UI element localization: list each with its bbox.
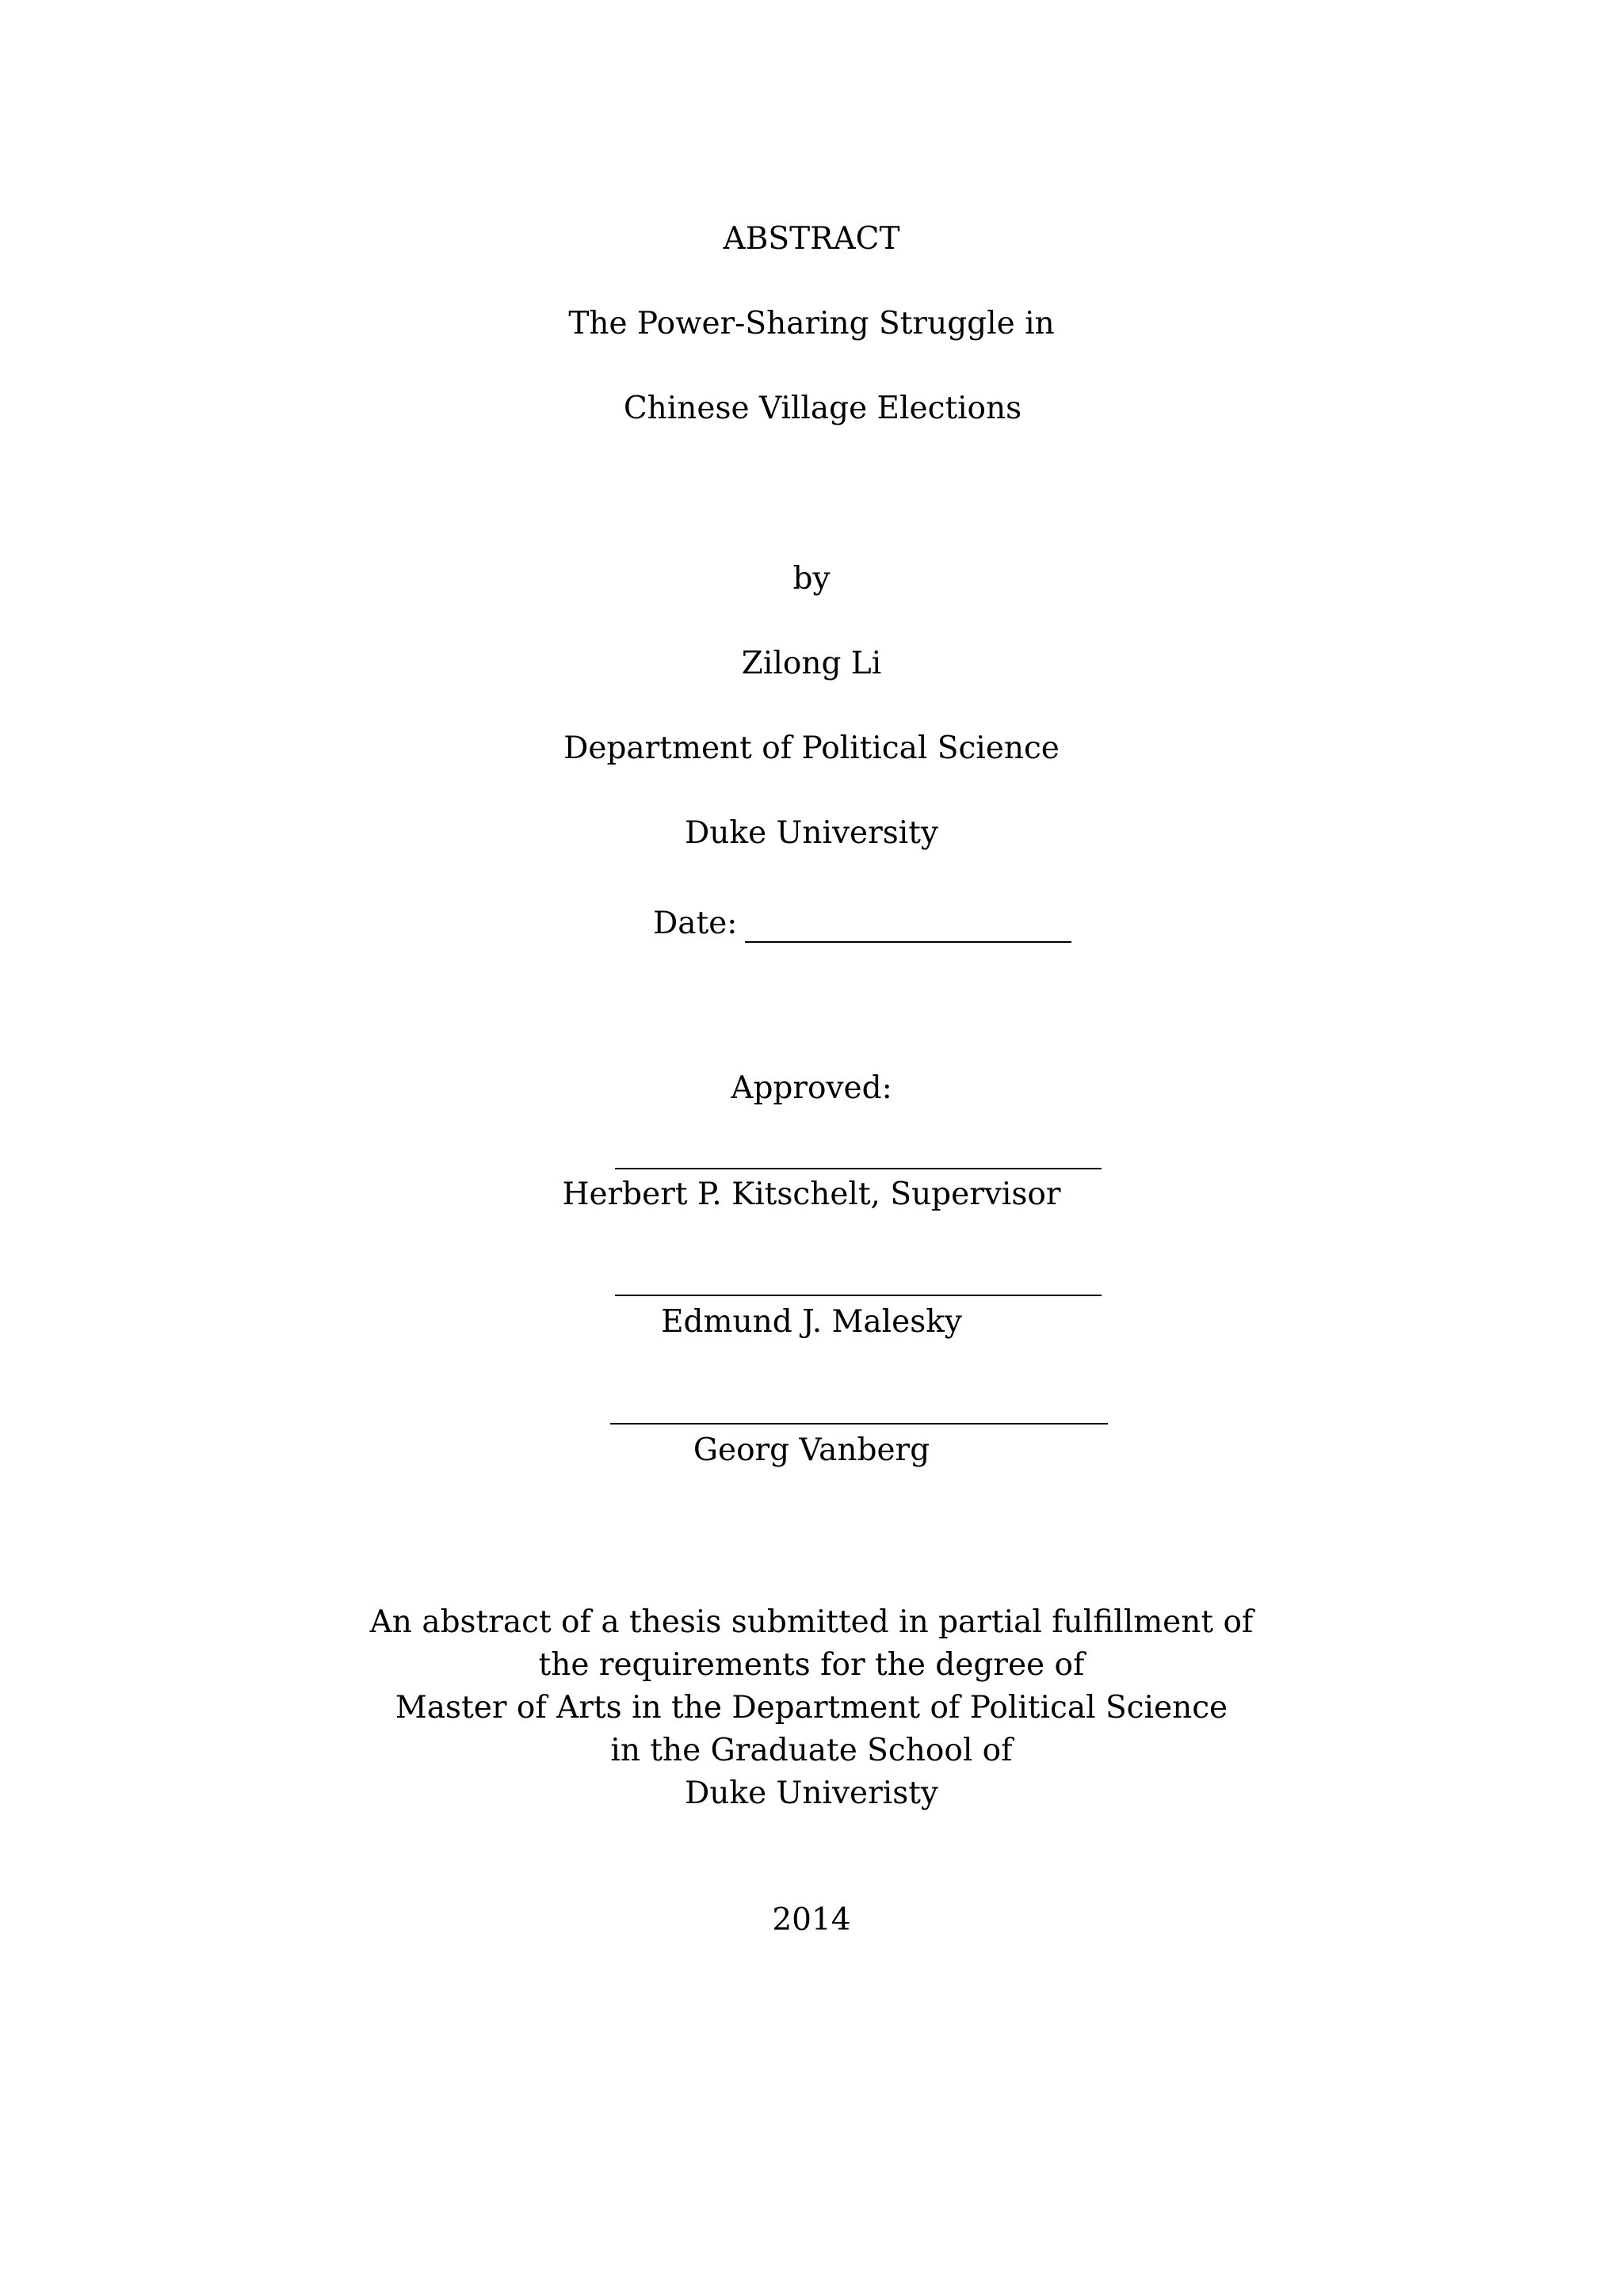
date-row: [653, 903, 1071, 943]
year: 2014: [772, 1902, 851, 1938]
page-heading: ABSTRACT: [723, 221, 900, 257]
statement-line: An abstract of a thesis submitted in partial fulfillment of: [369, 1604, 1254, 1640]
signature-line-member-3: [610, 1423, 1108, 1425]
author-name: Zilong Li: [741, 646, 882, 681]
statement-line: Master of Arts in the Department of Political Science: [395, 1690, 1228, 1726]
statement-line: Duke Univeristy: [685, 1775, 938, 1811]
signature-line-supervisor: [615, 1168, 1102, 1169]
committee-member-3: Georg Vanberg: [693, 1432, 930, 1468]
thesis-title-line-2: Chinese Village Elections: [623, 391, 1022, 426]
signature-line-member-2: [615, 1295, 1102, 1296]
date-blank-line: [745, 911, 1071, 943]
statement-line: the requirements for the degree of: [538, 1647, 1085, 1683]
statement-line: in the Graduate School of: [610, 1733, 1013, 1768]
university-name: Duke University: [685, 815, 938, 851]
by-label: by: [792, 561, 831, 597]
approved-label: Approved:: [731, 1070, 892, 1106]
committee-member-2: Edmund J. Malesky: [661, 1304, 962, 1340]
department-name: Department of Political Science: [563, 730, 1060, 766]
committee-member-supervisor: Herbert P. Kitschelt, Supervisor: [562, 1177, 1061, 1212]
thesis-title-line-1: The Power-Sharing Struggle in: [568, 306, 1055, 341]
degree-statement: [0, 1601, 1623, 1815]
date-label: Date:: [653, 906, 738, 941]
